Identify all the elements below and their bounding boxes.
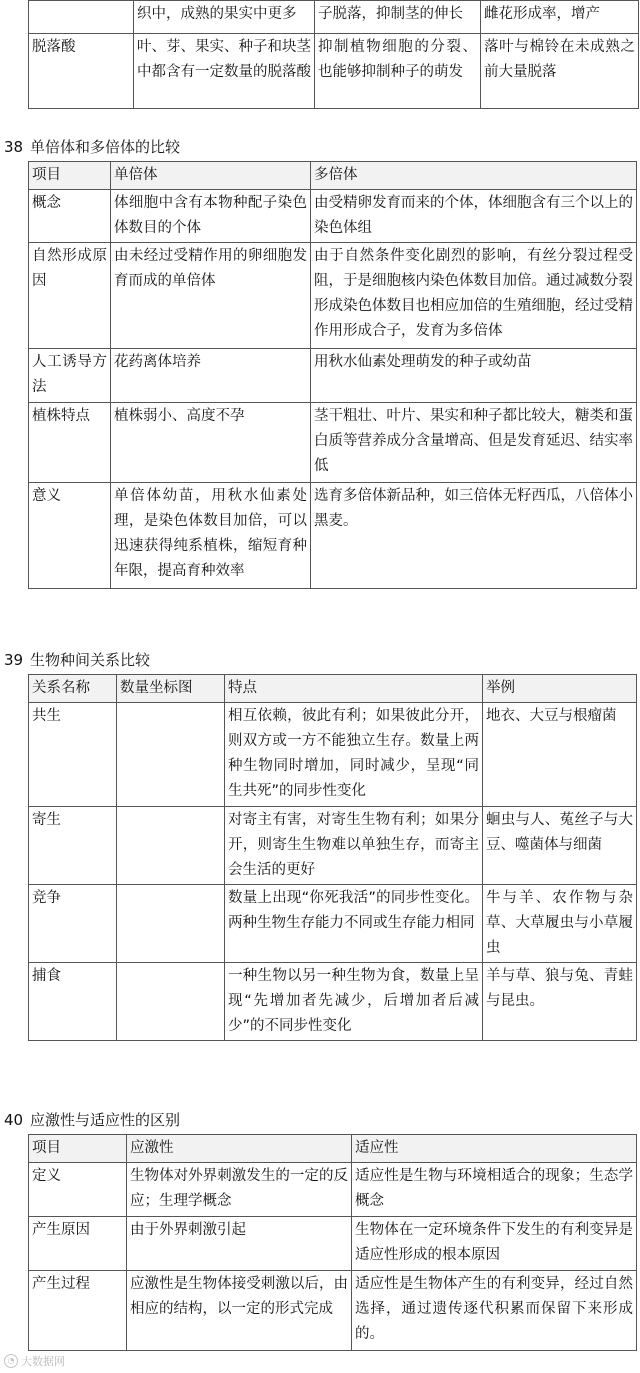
table-row xyxy=(29,885,637,963)
table-cell: 子脱落，抑制茎的伸长 xyxy=(315,1,481,34)
ploidy-comparison-table xyxy=(28,161,637,589)
chart-placeholder-cell xyxy=(117,885,225,963)
table-row xyxy=(29,403,637,483)
table-cell: 牛与羊、农作物与杂草、大草履虫与小草履虫 xyxy=(483,885,637,963)
table-cell: 由于自然条件变化剧烈的影响，有丝分裂过程受阻，于是细胞核内染色体数目加倍。通过减数分裂形成染色体数目也相应加倍的生殖细胞，经过受精作用形成合子，发育为多倍体 xyxy=(311,243,637,349)
table-row xyxy=(29,483,637,589)
table-row xyxy=(29,34,639,109)
column-header: 特点 xyxy=(225,675,483,703)
row-label: 意义 xyxy=(29,483,111,589)
section-title-text: 应激性与适应性的区别 xyxy=(30,1111,181,1129)
section-number: 40 xyxy=(4,1111,24,1129)
table-row xyxy=(29,1217,637,1271)
column-header: 单倍体 xyxy=(111,162,311,190)
row-label: 捕食 xyxy=(29,963,117,1041)
table-cell: 相互依赖，彼此有利；如果彼此分开，则双方或一方不能独立生存。数量上两种生物同时增加，同时减少，呈现“同生共死”的同步性变化 xyxy=(225,703,483,807)
table-cell: 适应性是生物与环境相适合的现象；生态学概念 xyxy=(352,1163,637,1217)
chart-placeholder-cell xyxy=(117,963,225,1041)
chart-placeholder-cell xyxy=(117,807,225,885)
table-cell: 对寄主有害，对寄生生物有利；如果分开，则寄生生物难以单独生存，而寄主会生活的更好 xyxy=(225,807,483,885)
table-header-row xyxy=(29,162,637,190)
table-row xyxy=(29,1,639,34)
row-label: 竞争 xyxy=(29,885,117,963)
row-label: 人工诱导方法 xyxy=(29,349,111,403)
table-cell: 植株弱小、高度不孕 xyxy=(111,403,311,483)
table-cell: 适应性是生物体产生的有利变异，经过自然选择，通过遗传逐代积累而保留下来形成的。 xyxy=(352,1271,637,1351)
table-cell: 羊与草、狼与兔、青蛙与昆虫。 xyxy=(483,963,637,1041)
row-label: 植株特点 xyxy=(29,403,111,483)
table-cell: 数量上出现“你死我活”的同步性变化。两种生物生存能力不同或生存能力相同 xyxy=(225,885,483,963)
table-cell: 应激性是生物体接受刺激以后，由相应的结构，以一定的形式完成 xyxy=(127,1271,352,1351)
table-header-row xyxy=(29,675,637,703)
column-header: 项目 xyxy=(29,162,111,190)
table-cell: 生物体在一定环境条件下发生的有利变异是适应性形成的根本原因 xyxy=(352,1217,637,1271)
section-number: 38 xyxy=(4,138,24,156)
table-cell: 蛔虫与人、菟丝子与大豆、噬菌体与细菌 xyxy=(483,807,637,885)
watermark-logo-icon: ◔ xyxy=(4,1354,18,1368)
row-label: 寄生 xyxy=(29,807,117,885)
table-row xyxy=(29,1271,637,1351)
table-row xyxy=(29,703,637,807)
table-cell: 生物体对外界刺激发生的一定的反应；生理学概念 xyxy=(127,1163,352,1217)
watermark-text: 大数据网 xyxy=(21,1355,65,1368)
table-row xyxy=(29,807,637,885)
table-cell: 抑制植物细胞的分裂、也能够抑制种子的萌发 xyxy=(315,34,481,109)
table-cell: 花药离体培养 xyxy=(111,349,311,403)
row-label: 自然形成原因 xyxy=(29,243,111,349)
row-label: 共生 xyxy=(29,703,117,807)
table-cell xyxy=(29,1,134,34)
table-header-row xyxy=(29,1135,637,1163)
section-title xyxy=(4,650,150,670)
table-cell: 由于外界刺激引起 xyxy=(127,1217,352,1271)
section-title-text: 生物种间关系比较 xyxy=(30,651,151,669)
table-row xyxy=(29,963,637,1041)
column-header: 适应性 xyxy=(352,1135,637,1163)
row-label: 定义 xyxy=(29,1163,127,1217)
table-row xyxy=(29,1163,637,1217)
table-cell: 落叶与棉铃在未成熟之前大量脱落 xyxy=(481,34,639,109)
column-header: 项目 xyxy=(29,1135,127,1163)
plant-hormone-table xyxy=(28,0,639,109)
chart-placeholder-cell xyxy=(117,703,225,807)
table-cell: 用秋水仙素处理萌发的种子或幼苗 xyxy=(311,349,637,403)
table-cell: 由受精卵发育而来的个体，体细胞含有三个以上的染色体组 xyxy=(311,190,637,243)
table-cell: 单倍体幼苗，用秋水仙素处理，是染色体数目加倍，可以迅速获得纯系植株，缩短育种年限，提高育种效率 xyxy=(111,483,311,589)
species-relationship-table xyxy=(28,674,637,1041)
column-header: 关系名称 xyxy=(29,675,117,703)
table-cell: 叶、芽、果实、种子和块茎中都含有一定数量的脱落酸 xyxy=(134,34,315,109)
table-row xyxy=(29,190,637,243)
table-cell: 脱落酸 xyxy=(29,34,134,109)
section-title xyxy=(4,137,180,157)
column-header: 应激性 xyxy=(127,1135,352,1163)
table-cell: 织中，成熟的果实中更多 xyxy=(134,1,315,34)
table-cell: 地衣、大豆与根瘤菌 xyxy=(483,703,637,807)
column-header: 数量坐标图 xyxy=(117,675,225,703)
section-title-text: 单倍体和多倍体的比较 xyxy=(30,138,181,156)
table-cell: 由未经过受精作用的卵细胞发育而成的单倍体 xyxy=(111,243,311,349)
table-cell: 体细胞中含有本物种配子染色体数目的个体 xyxy=(111,190,311,243)
table-row xyxy=(29,349,637,403)
column-header: 举例 xyxy=(483,675,637,703)
table-cell: 一种生物以另一种生物为食，数量上呈现“先增加者先减少，后增加者后减少”的不同步性变化 xyxy=(225,963,483,1041)
table-cell: 雌花形成率，增产 xyxy=(481,1,639,34)
table-cell: 选育多倍体新品种，如三倍体无籽西瓜，八倍体小黑麦。 xyxy=(311,483,637,589)
row-label: 产生原因 xyxy=(29,1217,127,1271)
section-number: 39 xyxy=(4,651,24,669)
irritability-adaptability-table xyxy=(28,1134,637,1351)
row-label: 产生过程 xyxy=(29,1271,127,1351)
watermark xyxy=(4,1353,65,1369)
table-row xyxy=(29,243,637,349)
column-header: 多倍体 xyxy=(311,162,637,190)
section-title xyxy=(4,1110,180,1130)
row-label: 概念 xyxy=(29,190,111,243)
table-cell: 茎干粗壮、叶片、果实和种子都比较大，糖类和蛋白质等营养成分含量增高、但是发育延迟、结实率低 xyxy=(311,403,637,483)
